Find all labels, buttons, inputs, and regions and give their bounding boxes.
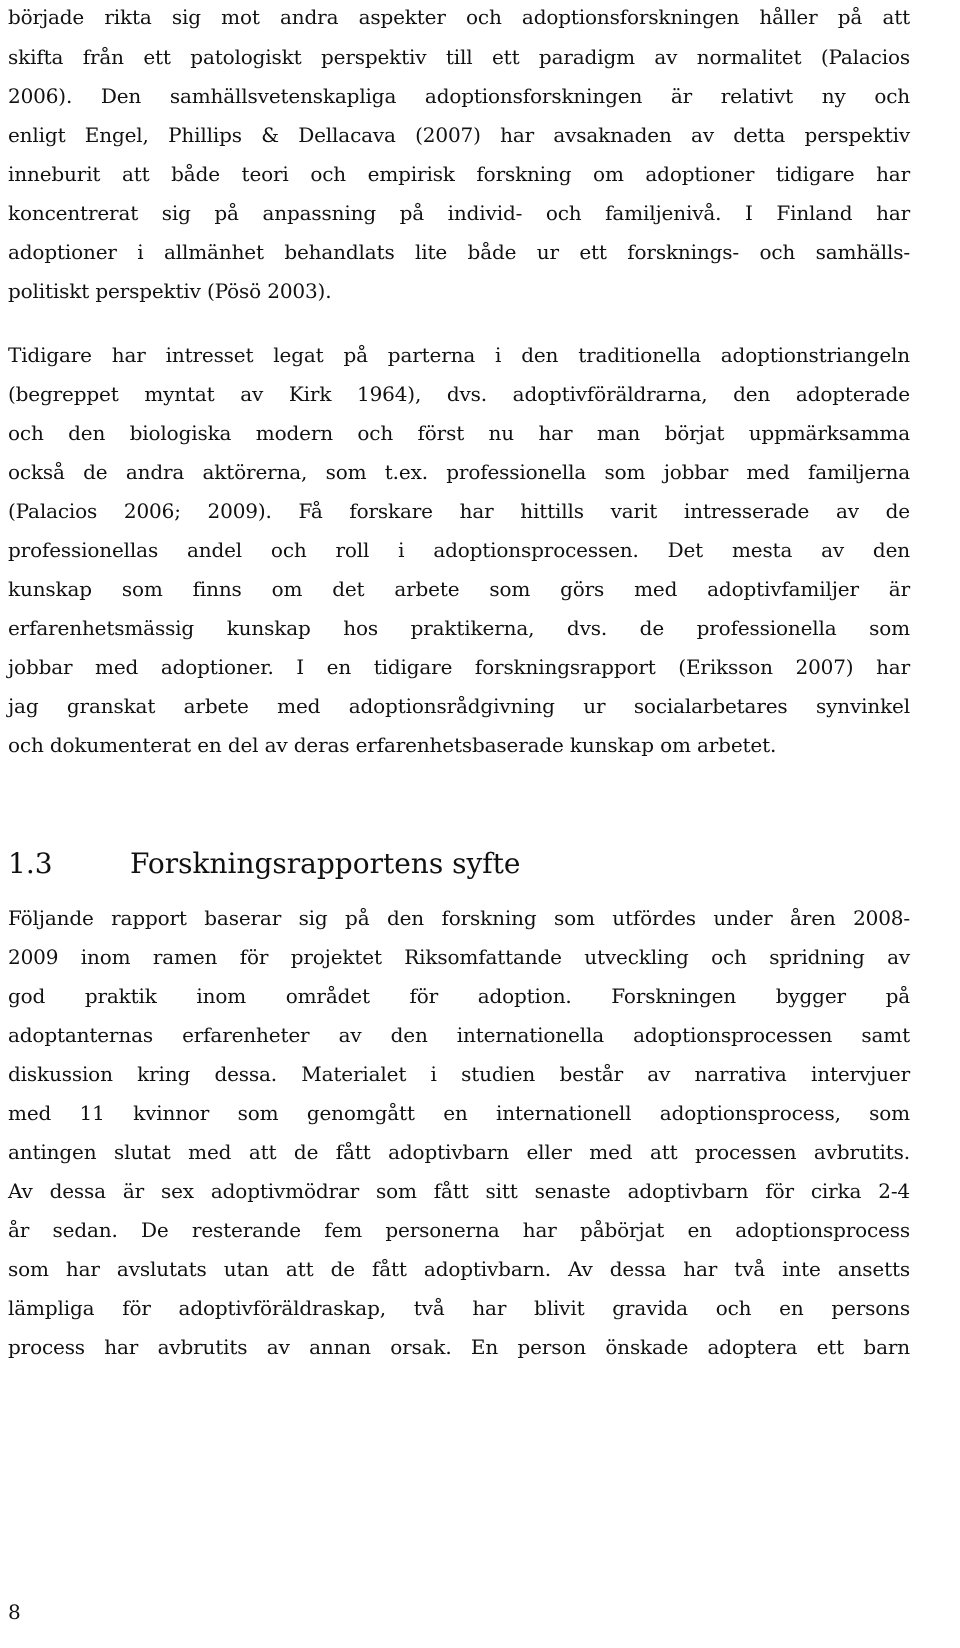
text-line: erfarenhetsmässig kunskap hos praktikerna, dvs. de professionella som <box>8 616 910 640</box>
text-line: enligt Engel, Phillips & Dellacava (2007) har avsaknaden av detta perspektiv <box>8 123 910 147</box>
text-line: 2006). Den samhällsvetenskapliga adoptionsforskningen är relativt ny och <box>8 84 910 108</box>
text-line: jobbar med adoptioner. I en tidigare forskningsrapport (Eriksson 2007) har <box>8 655 910 679</box>
text-line: (Palacios 2006; 2009). Få forskare har hittills varit intresserade av de <box>8 499 910 523</box>
text-line: började rikta sig mot andra aspekter och adoptionsforskningen håller på att <box>8 5 910 29</box>
text-line: god praktik inom området för adoption. Forskningen bygger på <box>8 984 910 1008</box>
text-line: och dokumenterat en del av deras erfarenhetsbaserade kunskap om arbetet. <box>8 733 777 757</box>
text-line: med 11 kvinnor som genomgått en internationell adoptionsprocess, som <box>8 1101 910 1125</box>
text-line: professionellas andel och roll i adoptionsprocessen. Det mesta av den <box>8 538 910 562</box>
text-line: Av dessa är sex adoptivmödrar som fått sitt senaste adoptivbarn för cirka 2-4 <box>8 1179 910 1203</box>
text-line: kunskap som finns om det arbete som görs med adoptivfamiljer är <box>8 577 910 601</box>
text-line: lämpliga för adoptivföräldraskap, två har blivit gravida och en persons <box>8 1296 910 1320</box>
text-line: och den biologiska modern och först nu har man börjat uppmärksamma <box>8 421 910 445</box>
text-line: 2009 inom ramen för projektet Riksomfattande utveckling och spridning av <box>8 945 910 969</box>
text-line: (begreppet myntat av Kirk 1964), dvs. adoptivföräldrarna, den adopterade <box>8 382 910 406</box>
text-line: antingen slutat med att de fått adoptivbarn eller med att processen avbrutits. <box>8 1140 910 1164</box>
text-line: diskussion kring dessa. Materialet i studien består av narrativa intervjuer <box>8 1062 910 1086</box>
text-line: adoptanternas erfarenheter av den internationella adoptionsprocessen samt <box>8 1023 910 1047</box>
page-number: 8 <box>8 1600 21 1624</box>
text-line: politiskt perspektiv (Pösö 2003). <box>8 279 332 303</box>
text-line: som har avslutats utan att de fått adoptivbarn. Av dessa har två inte ansetts <box>8 1257 910 1281</box>
text-line: inneburit att både teori och empirisk forskning om adoptioner tidigare har <box>8 162 910 186</box>
text-line: jag granskat arbete med adoptionsrådgivning ur socialarbetares synvinkel <box>8 694 910 718</box>
section-title: Forskningsrapportens syfte <box>130 847 521 880</box>
text-line: också de andra aktörerna, som t.ex. professionella som jobbar med familjerna <box>8 460 910 484</box>
text-line: adoptioner i allmänhet behandlats lite både ur ett forsknings- och samhälls- <box>8 240 910 264</box>
text-line: process har avbrutits av annan orsak. En person önskade adoptera ett barn <box>8 1335 910 1359</box>
section-heading <box>8 847 520 881</box>
text-line: Följande rapport baserar sig på den forskning som utfördes under åren 2008- <box>8 906 910 930</box>
text-line: skifta från ett patologiskt perspektiv till ett paradigm av normalitet (Palacios <box>8 45 910 69</box>
text-line: koncentrerat sig på anpassning på individ- och familjenivå. I Finland har <box>8 201 910 225</box>
section-number: 1.3 <box>8 847 53 880</box>
text-line: år sedan. De resterande fem personerna har påbörjat en adoptionsprocess <box>8 1218 910 1242</box>
text-line: Tidigare har intresset legat på parterna i den traditionella adoptionstriangeln <box>8 343 910 367</box>
